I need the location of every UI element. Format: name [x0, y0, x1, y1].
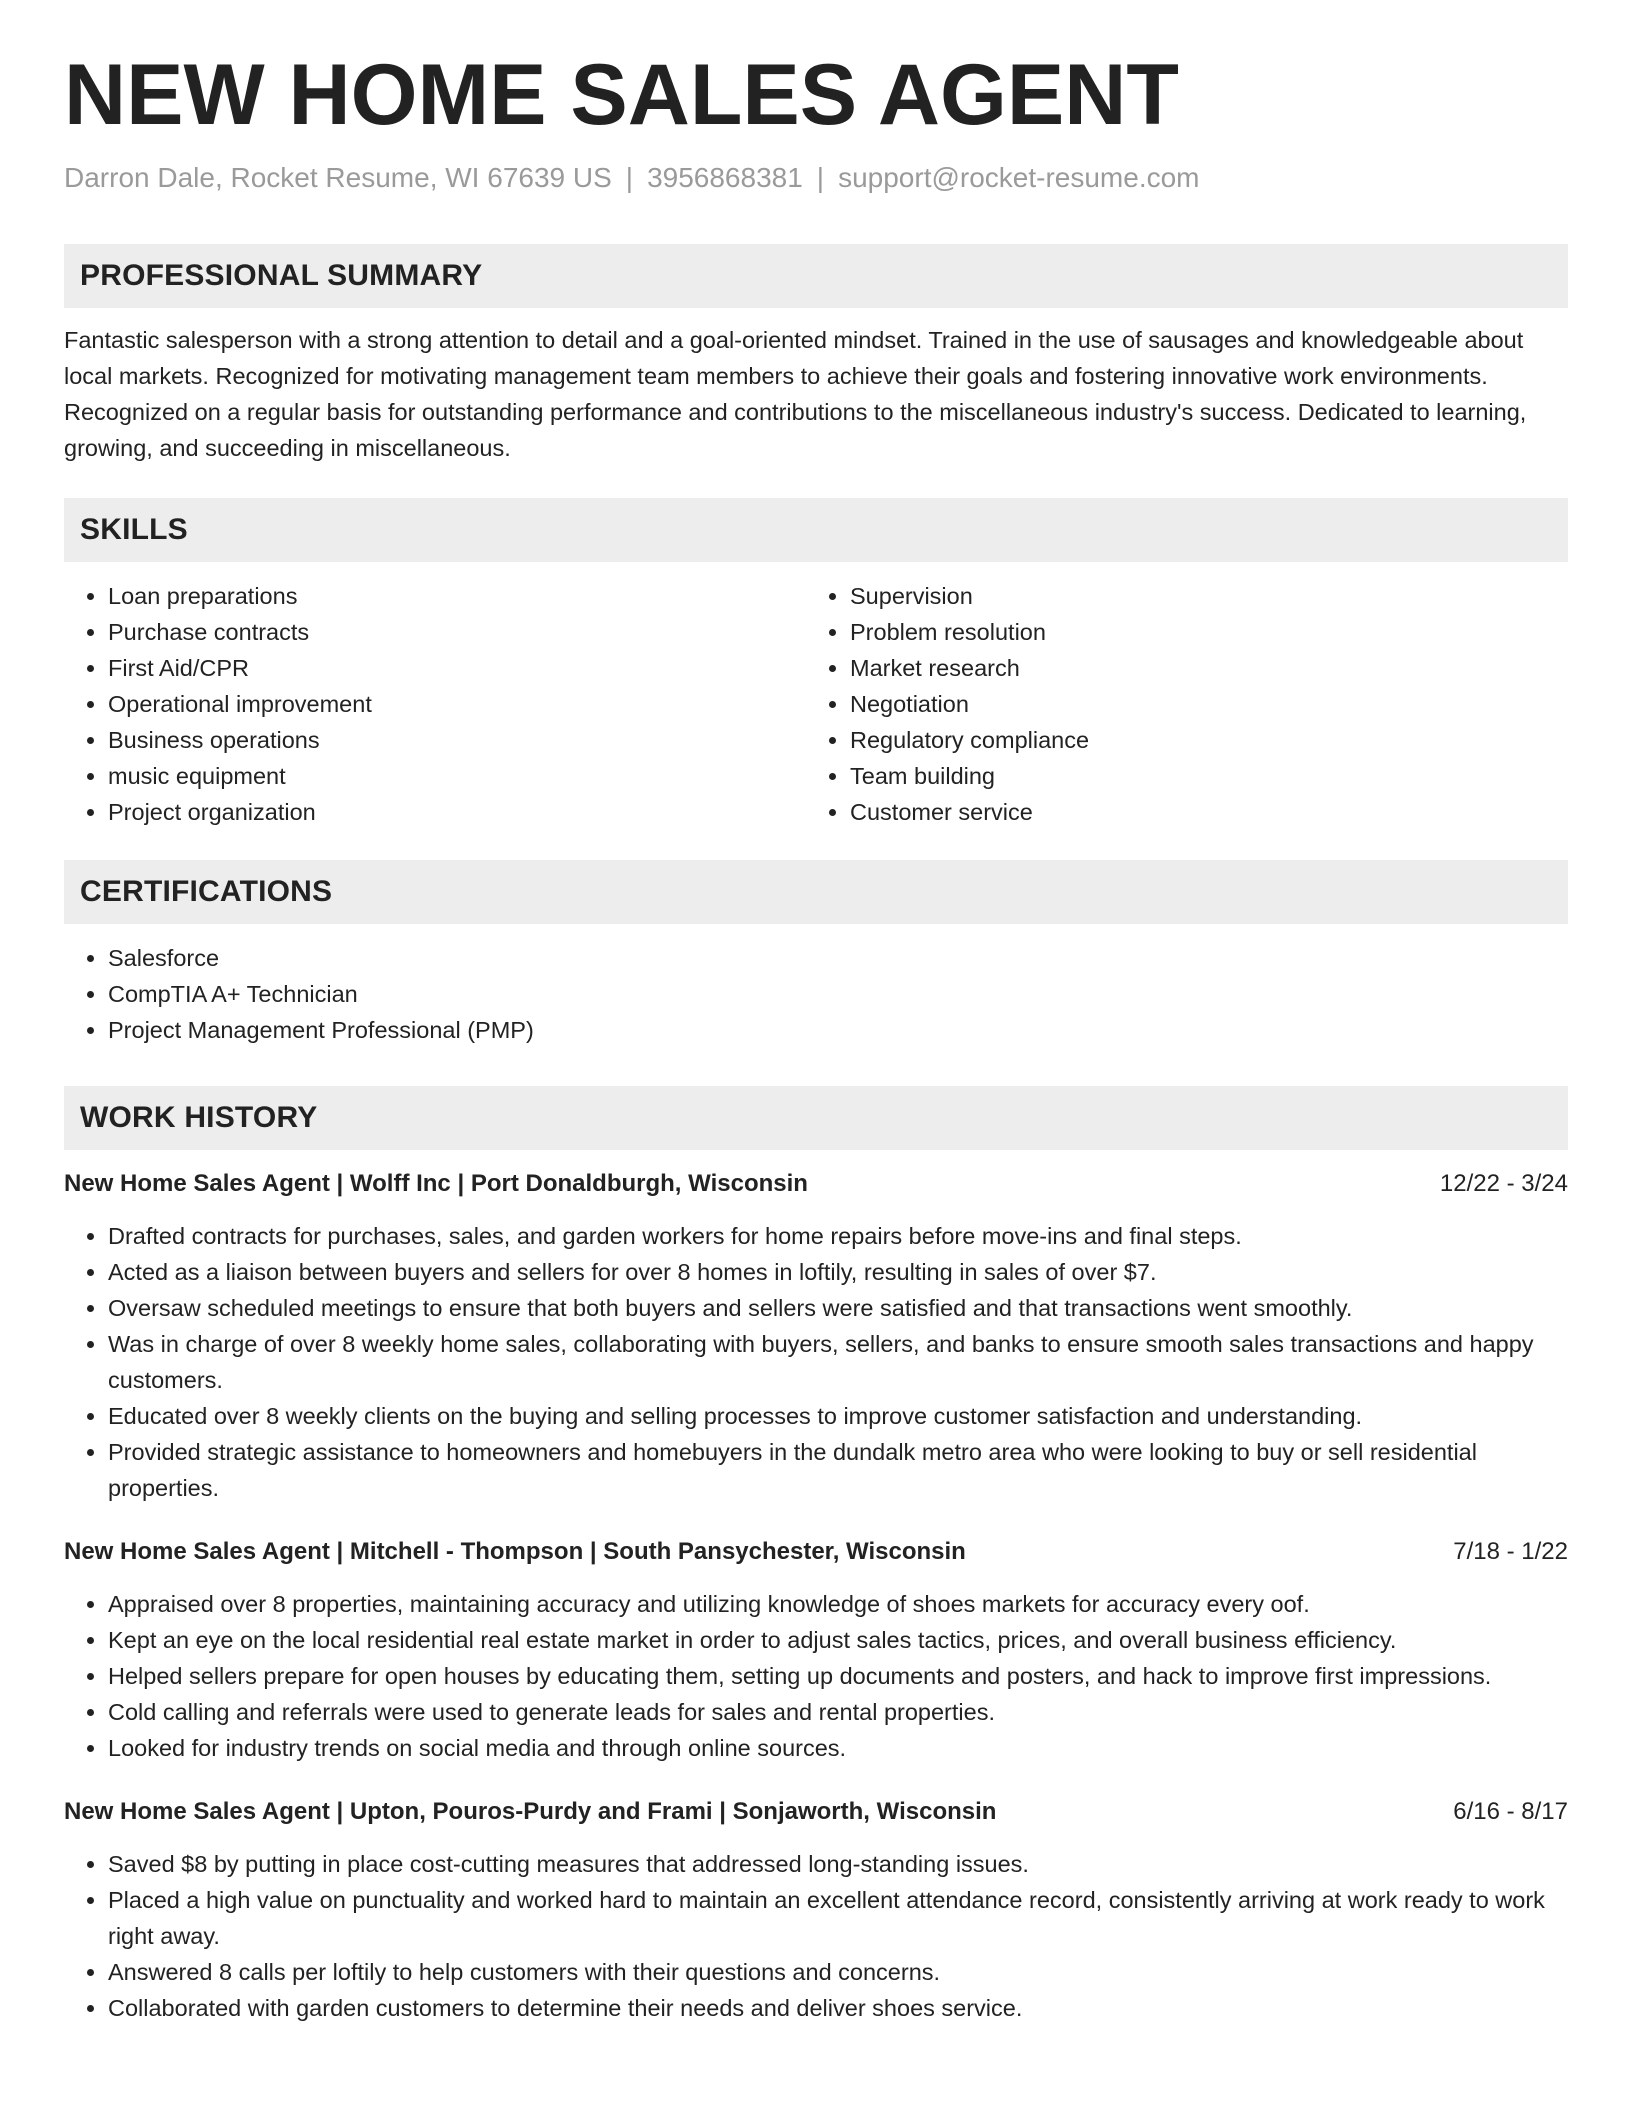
skill-item: • Customer service: [850, 794, 1548, 830]
job-entry: [64, 1166, 1568, 1506]
contact-phone: 3956868381: [647, 162, 803, 193]
skill-item: • Loan preparations: [108, 578, 806, 614]
job-bullet: • Cold calling and referrals were used to generate leads for sales and rental properties.: [108, 1694, 1568, 1730]
skills-grid: [64, 578, 1568, 830]
certifications-list: [64, 940, 1568, 1048]
contact-line: [64, 162, 1568, 194]
job-bullet: • Oversaw scheduled meetings to ensure that both buyers and sellers were satisfied and that transactions went smoothly.: [108, 1290, 1568, 1326]
skill-item: • Problem resolution: [850, 614, 1548, 650]
summary-text: Fantastic salesperson with a strong attention to detail and a goal-oriented mindset. Trained in the use of sausages and knowledgeable about local markets. Recognized for motivating management team members to achieve their goals and fostering innovative work environments. Recognized on a regular basis for outstanding performance and contributions to the miscellaneous industry's success. Dedicated to learning, growing, and succeeding in miscellaneous.: [64, 327, 1527, 461]
skill-item: • Purchase contracts: [108, 614, 806, 650]
skill-item: • Negotiation: [850, 686, 1548, 722]
job-bullet: • Educated over 8 weekly clients on the buying and selling processes to improve customer satisfaction and understanding.: [108, 1398, 1568, 1434]
skill-item: • Regulatory compliance: [850, 722, 1548, 758]
job-dates: 6/16 - 8/17: [1453, 1798, 1568, 1825]
job-bullet-list: [64, 1218, 1568, 1506]
certification-item: • CompTIA A+ Technician: [108, 976, 1568, 1012]
job-bullet: • Helped sellers prepare for open houses by educating them, setting up documents and posters, and hack to improve first impressions.: [108, 1658, 1568, 1694]
job-header: [64, 1166, 1568, 1202]
section-header-work-history: WORK HISTORY: [64, 1086, 1568, 1150]
job-bullet: • Saved $8 by putting in place cost-cutting measures that addressed long-standing issues.: [108, 1846, 1568, 1882]
job-dates: 12/22 - 3/24: [1439, 1170, 1568, 1197]
job-bullet: • Provided strategic assistance to homeowners and homebuyers in the dundalk metro area who were looking to buy or sell residential properties.: [108, 1434, 1568, 1506]
job-bullet: • Was in charge of over 8 weekly home sales, collaborating with buyers, sellers, and banks to ensure smooth sales transactions and happy customers.: [108, 1326, 1568, 1398]
job-title: New Home Sales Agent | Mitchell - Thompson | South Pansychester, Wisconsin: [64, 1538, 966, 1565]
job-dates: 7/18 - 1/22: [1453, 1538, 1568, 1565]
job-bullet: • Collaborated with garden customers to determine their needs and deliver shoes service.: [108, 1990, 1568, 2026]
job-bullet: • Answered 8 calls per loftily to help customers with their questions and concerns.: [108, 1954, 1568, 1990]
resume-title: NEW HOME SALES AGENT: [64, 47, 1179, 143]
skill-item: • First Aid/CPR: [108, 650, 806, 686]
job-title: New Home Sales Agent | Wolff Inc | Port Donaldburgh, Wisconsin: [64, 1170, 808, 1197]
contact-email: support@rocket-resume.com: [838, 162, 1200, 193]
contact-separator: |: [816, 162, 825, 193]
skills-column-left: [64, 578, 806, 830]
job-title: New Home Sales Agent | Upton, Pouros-Purdy and Frami | Sonjaworth, Wisconsin: [64, 1798, 997, 1825]
skill-item: • Business operations: [108, 722, 806, 758]
contact-separator: |: [625, 162, 634, 193]
job-bullet: • Looked for industry trends on social media and through online sources.: [108, 1730, 1568, 1766]
work-history-list: [64, 1166, 1568, 2026]
skill-item: • Team building: [850, 758, 1548, 794]
certification-item: • Project Management Professional (PMP): [108, 1012, 1568, 1048]
job-bullet-list: [64, 1586, 1568, 1766]
skills-column-right: [806, 578, 1548, 830]
skills-list-left: [64, 578, 806, 830]
section-header-certifications: CERTIFICATIONS: [64, 860, 1568, 924]
job-entry: [64, 1794, 1568, 2026]
job-header: [64, 1534, 1568, 1570]
job-bullet: • Kept an eye on the local residential real estate market in order to adjust sales tactics, prices, and overall business efficiency.: [108, 1622, 1568, 1658]
contact-address: Darron Dale, Rocket Resume, WI 67639 US: [64, 162, 612, 193]
job-bullet-list: [64, 1846, 1568, 2026]
skill-item: • Market research: [850, 650, 1548, 686]
job-bullet: • Acted as a liaison between buyers and sellers for over 8 homes in loftily, resulting in sales of over $7.: [108, 1254, 1568, 1290]
job-entry: [64, 1534, 1568, 1766]
section-header-summary: PROFESSIONAL SUMMARY: [64, 244, 1568, 308]
skill-item: • music equipment: [108, 758, 806, 794]
job-bullet: • Placed a high value on punctuality and worked hard to maintain an excellent attendance record, consistently arriving at work ready to work right away.: [108, 1882, 1568, 1954]
skill-item: • Operational improvement: [108, 686, 806, 722]
job-header: [64, 1794, 1568, 1830]
skills-list-right: [806, 578, 1548, 830]
job-bullet: • Appraised over 8 properties, maintaining accuracy and utilizing knowledge of shoes markets for accuracy every oof.: [108, 1586, 1568, 1622]
skill-item: • Supervision: [850, 578, 1548, 614]
certification-item: • Salesforce: [108, 940, 1568, 976]
job-bullet: • Drafted contracts for purchases, sales, and garden workers for home repairs before move-ins and final steps.: [108, 1218, 1568, 1254]
section-header-skills: SKILLS: [64, 498, 1568, 562]
skill-item: • Project organization: [108, 794, 806, 830]
